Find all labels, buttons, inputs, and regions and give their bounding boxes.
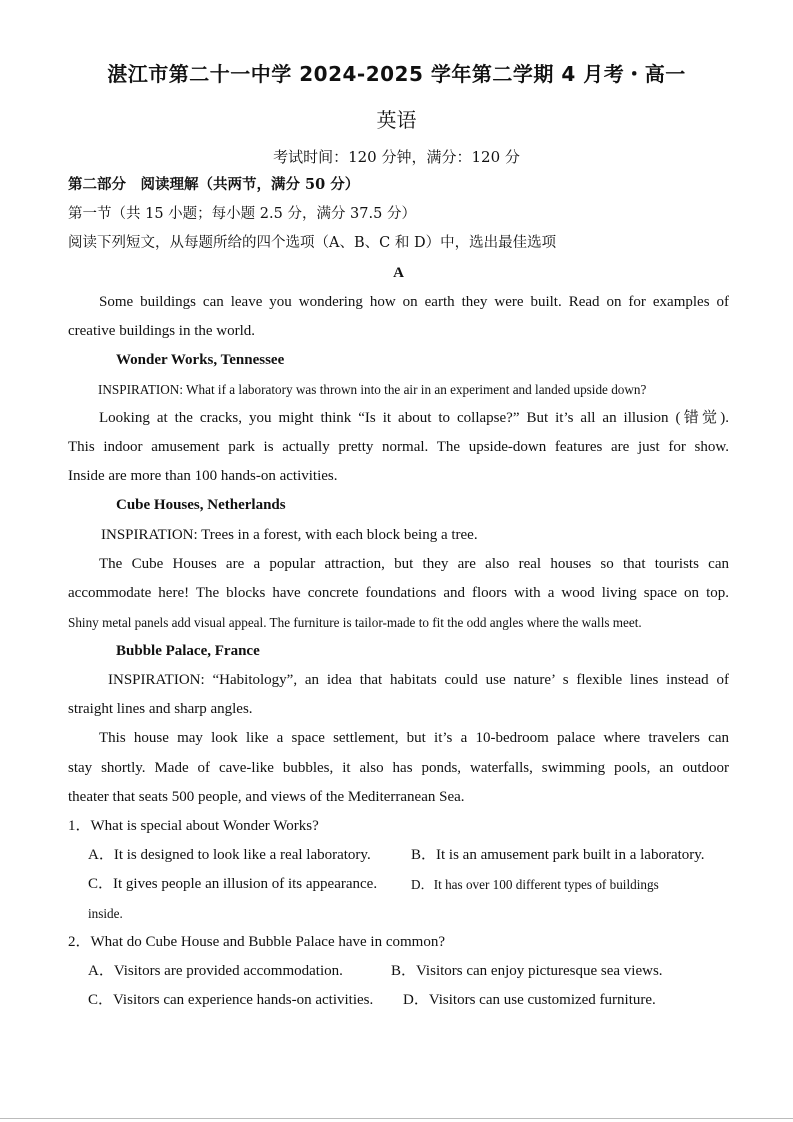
bubble-palace-inspiration-1: INSPIRATION: “Habitology”, an idea that habitats could use nature’ s flexible lines instead of (108, 672, 729, 688)
exam-info: 考试时间：120 分钟，满分：120 分 (273, 148, 520, 166)
question-1-option-a: A．It is designed to look like a real laboratory. (88, 847, 371, 863)
wonder-works-body-3: Inside are more than 100 hands-on activities. (68, 468, 338, 484)
subsection-heading: 第一节（共 15 小题；每小题 2.5 分，满分 37.5 分） (68, 206, 416, 222)
question-1-option-c: C．It gives people an illusion of its appearance. (88, 876, 378, 892)
question-2-stem: 2．What do Cube House and Bubble Palace have in common? (68, 934, 445, 950)
question-1-option-b: B．It is an amusement park built in a laboratory. (411, 847, 705, 863)
cube-houses-body-1: The Cube Houses are a popular attraction, but they are also real houses so that tourists can (99, 556, 729, 572)
bubble-palace-body-3: theater that seats 500 people, and views of the Mediterranean Sea. (68, 789, 465, 805)
wonder-works-heading: Wonder Works, Tennessee (116, 352, 285, 368)
part-heading: 第二部分 阅读理解（共两节，满分 50 分） (68, 176, 360, 193)
question-1-stem: 1．What is special about Wonder Works? (68, 818, 319, 834)
subject-title: 英语 (376, 108, 417, 132)
question-2-option-d: D．Visitors can use customized furniture. (403, 992, 656, 1008)
wonder-works-body-2: This indoor amusement park is actually pretty normal. The upside-down features are just for show. (68, 439, 729, 455)
page-bottom-rule (0, 1118, 793, 1119)
cube-houses-inspiration: INSPIRATION: Trees in a forest, with each block being a tree. (101, 527, 478, 543)
bubble-palace-body-1: This house may look like a space settlement, but it’s a 10-bedroom palace where travelers can (99, 730, 729, 746)
intro-line-2: creative buildings in the world. (68, 323, 256, 339)
wonder-works-body-1: Looking at the cracks, you might think “Is it about to collapse?” But it’s all an illusion (错觉). (99, 410, 729, 426)
bubble-palace-inspiration-2: straight lines and sharp angles. (68, 701, 253, 717)
instruction-text: 阅读下列短文，从每题所给的四个选项（A、B、C 和 D）中，选出最佳选项 (68, 235, 557, 251)
intro-line-1: Some buildings can leave you wondering how on earth they were built. Read on for examples of (99, 294, 729, 310)
question-2-option-b: B．Visitors can enjoy picturesque sea views. (391, 963, 663, 979)
question-2-option-c: C．Visitors can experience hands-on activities. (88, 992, 374, 1008)
bubble-palace-heading: Bubble Palace, France (116, 643, 260, 659)
question-1-option-d: D．It has over 100 different types of buildings (411, 877, 659, 892)
cube-houses-body-2: accommodate here! The blocks have concrete foundations and floors with a wood living space on top. (68, 585, 729, 601)
exam-title: 湛江市第二十一中学 2024-2025 学年第二学期 4 月考・高一 (107, 62, 686, 86)
wonder-works-inspiration: INSPIRATION: What if a laboratory was thrown into the air in an experiment and landed upside down? (98, 382, 647, 397)
bubble-palace-body-2: stay shortly. Made of cave-like bubbles, it also has ponds, waterfalls, swimming pools, an outdoor (68, 760, 729, 776)
question-1-option-d-continued: inside. (88, 906, 123, 921)
passage-label: A (393, 265, 404, 281)
cube-houses-heading: Cube Houses, Netherlands (116, 497, 286, 513)
cube-houses-body-3: Shiny metal panels add visual appeal. The furniture is tailor-made to fit the odd angles where the walls meet. (68, 615, 642, 630)
question-2-option-a: A．Visitors are provided accommodation. (88, 963, 343, 979)
